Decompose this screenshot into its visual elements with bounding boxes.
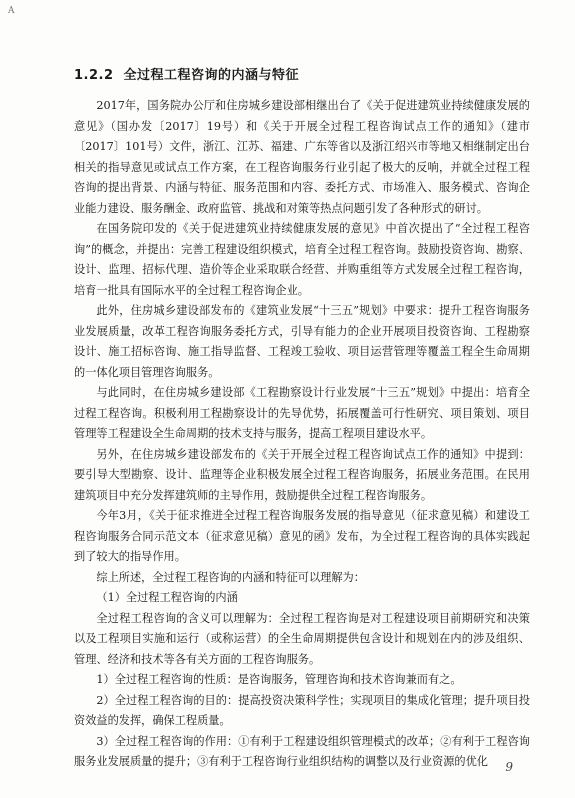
subheading: （1）全过程工程咨询的内涵 <box>96 591 238 604</box>
paragraph: 2017年，国务院办公厅和住房城乡建设部相继出台了《关于促进建筑业持续健康发展的意见》（国办发〔2017〕19号）和《关于开展全过程工程咨询试点工作的通知》（建市〔2017〕101号）文件，浙江、江苏、福建、广东等省以及浙江绍兴市等地又相继制定出台相关的指导意见或试点工作方案，在工程咨询服务行业引起了极大的反响，并就全过程工程咨询的提出背景、内涵与特征、服务范围和内容、委托方式、市场准入、服务模式、咨询企业能力建设、服务酬金、政府监管、挑战和对策等热点问题引发了各种形式的研讨。 <box>74 99 530 215</box>
paragraph: 与此同时，在住房城乡建设部《工程勘察设计行业发展“十三五”规划》中提出：培育全过程工程咨询。积极利用工程勘察设计的先导优势，拓展覆盖可行性研究、项目策划、项目管理等工程建设全生命周期的技术支持与服务，提高工程项目建设水平。 <box>74 386 530 440</box>
paragraph: 在国务院印发的《关于促进建筑业持续健康发展的意见》中首次提出了“全过程工程咨询”的概念，并提出：完善工程建设组织模式，培育全过程工程咨询。鼓励投资咨询、勘察、设计、监理、招标代理、造价等企业采取联合经营、并购重组等方式发展全过程工程咨询，培育一批具有国际水平的全过程工程咨询企业。 <box>74 222 530 297</box>
section-heading <box>74 64 299 83</box>
paragraph: 全过程工程咨询的含义可以理解为：全过程工程咨询是对工程建设项目前期研究和决策以及工程项目实施和运行（或称运营）的全生命周期提供包含设计和规划在内的涉及组织、管理、经济和技术等各有关方面的工程咨询服务。 <box>74 611 530 666</box>
section-number: 1.2.2 <box>74 68 114 83</box>
body-text <box>74 96 530 773</box>
corner-mark: A <box>8 6 15 16</box>
list-item: 3）全过程工程咨询的作用：①有利于工程建设组织管理模式的改革；②有利于工程咨询服务业发展质量的提升；③有利于工程咨询行业组织结构的调整以及行业资源的优化 <box>74 734 530 768</box>
paragraph: 此外，住房城乡建设部发布的《建筑业发展“十三五”规划》中要求：提升工程咨询服务业发展质量，改革工程咨询服务委托方式，引导有能力的企业开展项目投资咨询、工程勘察设计、施工招标咨询、施工指导监督、工程竣工验收、项目运营管理等覆盖工程全生命周期的一体化项目管理咨询服务。 <box>74 304 530 379</box>
paragraph: 综上所述，全过程工程咨询的内涵和特征可以理解为： <box>96 570 365 584</box>
list-item: 1）全过程工程咨询的性质：是咨询服务，管理咨询和技术咨询兼而有之。 <box>96 673 462 686</box>
list-item: 2）全过程工程咨询的目的：提高投资决策科学性；实现项目的集成化管理；提升项目投资效益的发挥，确保工程质量。 <box>74 693 530 727</box>
paragraph: 今年3月，《关于征求推进全过程工程咨询服务发展的指导意见（征求意见稿）和建设工程咨询服务合同示范文本（征求意见稿）意见的函》发布，为全过程工程咨询的具体实践起到了较大的指导作用。 <box>74 509 530 563</box>
paragraph: 另外，在住房城乡建设部发布的《关于开展全过程工程咨询试点工作的通知》中提到：要引导大型勘察、设计、监理等企业积极发展全过程工程咨询服务，拓展业务范围。在民用建筑项目中充分发挥建筑师的主导作用，鼓励提供全过程工程咨询服务。 <box>74 447 530 502</box>
section-title: 全过程工程咨询的内涵与特征 <box>123 68 300 83</box>
page-number: 9 <box>505 760 513 774</box>
